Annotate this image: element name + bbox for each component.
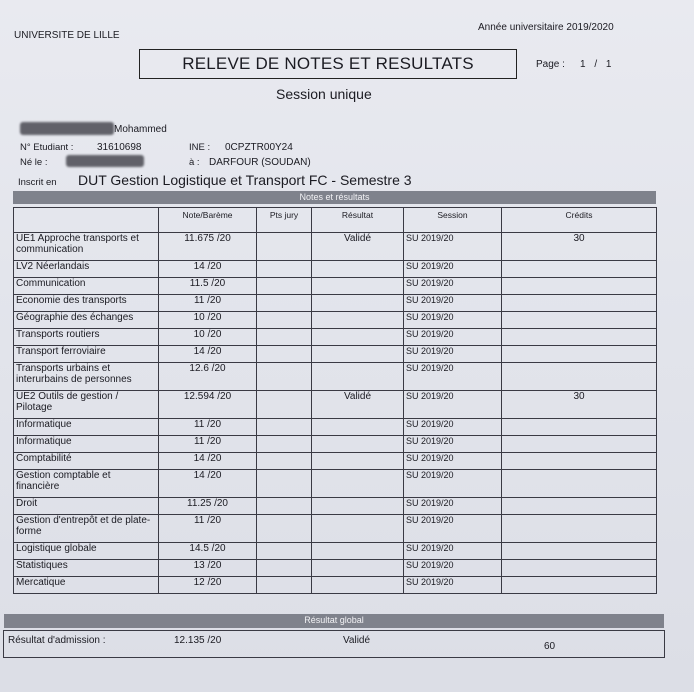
table-row: [14, 470, 657, 498]
col-header-note: Note/Barème: [159, 208, 257, 233]
jury-points: [257, 391, 312, 419]
course-name: UE1 Approche transports et communication: [14, 233, 159, 261]
course-name: Informatique: [14, 419, 159, 436]
university-name: UNIVERSITE DE LILLE: [14, 30, 120, 41]
note-value: 10 /20: [159, 312, 257, 329]
table-row: [14, 233, 657, 261]
credits-value: [502, 560, 657, 577]
result-value: Validé: [312, 391, 404, 419]
note-value: 14 /20: [159, 470, 257, 498]
admission-label: Résultat d'admission :: [8, 635, 106, 646]
jury-points: [257, 470, 312, 498]
course-name: Economie des transports: [14, 295, 159, 312]
jury-points: [257, 419, 312, 436]
jury-points: [257, 329, 312, 346]
table-row: [14, 515, 657, 543]
result-value: [312, 543, 404, 560]
result-value: [312, 560, 404, 577]
note-value: 13 /20: [159, 560, 257, 577]
session-value: SU 2019/20: [404, 295, 502, 312]
jury-points: [257, 560, 312, 577]
jury-points: [257, 577, 312, 594]
course-name: UE2 Outils de gestion / Pilotage: [14, 391, 159, 419]
table-row: [14, 391, 657, 419]
session-value: SU 2019/20: [404, 560, 502, 577]
table-row: [14, 346, 657, 363]
student-id-label: N° Etudiant :: [20, 142, 74, 153]
redacted-birth-date: [66, 155, 144, 167]
redacted-surname: [20, 122, 114, 135]
jury-points: [257, 261, 312, 278]
result-value: [312, 515, 404, 543]
session-value: SU 2019/20: [404, 346, 502, 363]
credits-value: [502, 312, 657, 329]
result-value: [312, 278, 404, 295]
note-value: 14 /20: [159, 453, 257, 470]
jury-points: [257, 346, 312, 363]
result-value: [312, 295, 404, 312]
note-value: 12 /20: [159, 577, 257, 594]
credits-value: [502, 295, 657, 312]
table-row: [14, 363, 657, 391]
student-id-value: 31610698: [97, 142, 142, 153]
session-value: SU 2019/20: [404, 312, 502, 329]
note-value: 11 /20: [159, 419, 257, 436]
credits-value: [502, 363, 657, 391]
result-value: [312, 498, 404, 515]
session-title: Session unique: [276, 86, 372, 102]
course-name: Communication: [14, 278, 159, 295]
course-name: Transports urbains et interurbains de personnes: [14, 363, 159, 391]
jury-points: [257, 543, 312, 560]
admission-note: 12.135 /20: [174, 635, 222, 646]
result-value: [312, 312, 404, 329]
result-value: [312, 346, 404, 363]
jury-points: [257, 233, 312, 261]
credits-value: [502, 453, 657, 470]
credits-value: [502, 577, 657, 594]
result-value: [312, 577, 404, 594]
result-value: [312, 436, 404, 453]
jury-points: [257, 453, 312, 470]
col-header-result: Résultat: [312, 208, 404, 233]
course-name: Statistiques: [14, 560, 159, 577]
grades-table: [13, 207, 657, 594]
credits-value: [502, 329, 657, 346]
session-value: SU 2019/20: [404, 577, 502, 594]
result-value: [312, 329, 404, 346]
notes-section-label: Notes et résultats: [299, 192, 370, 202]
col-header-course: [14, 208, 159, 233]
table-row: [14, 560, 657, 577]
jury-points: [257, 278, 312, 295]
table-row: [14, 436, 657, 453]
course-name: Transports routiers: [14, 329, 159, 346]
notes-section-band: [13, 191, 656, 204]
table-row: [14, 261, 657, 278]
birth-date-label: Né le :: [20, 157, 48, 168]
birth-place-value: DARFOUR (SOUDAN): [209, 157, 311, 168]
table-row: [14, 577, 657, 594]
global-section-band: [4, 614, 664, 628]
credits-value: 30: [502, 391, 657, 419]
session-value: SU 2019/20: [404, 453, 502, 470]
credits-value: [502, 470, 657, 498]
credits-value: [502, 419, 657, 436]
note-value: 11 /20: [159, 515, 257, 543]
session-value: SU 2019/20: [404, 329, 502, 346]
credits-value: [502, 498, 657, 515]
note-value: 11 /20: [159, 295, 257, 312]
note-value: 14 /20: [159, 261, 257, 278]
enrolled-label: Inscrit en: [18, 177, 57, 188]
table-row: [14, 295, 657, 312]
session-value: SU 2019/20: [404, 261, 502, 278]
table-row: [14, 453, 657, 470]
note-value: 11.5 /20: [159, 278, 257, 295]
course-name: Gestion d'entrepôt et de plate-forme: [14, 515, 159, 543]
credits-value: 30: [502, 233, 657, 261]
table-row: [14, 329, 657, 346]
student-name: Mohammed: [114, 124, 167, 135]
session-value: SU 2019/20: [404, 498, 502, 515]
credits-value: [502, 346, 657, 363]
result-value: [312, 363, 404, 391]
note-value: 12.594 /20: [159, 391, 257, 419]
session-value: SU 2019/20: [404, 419, 502, 436]
note-value: 11.675 /20: [159, 233, 257, 261]
credits-value: [502, 261, 657, 278]
note-value: 11.25 /20: [159, 498, 257, 515]
course-name: LV2 Néerlandais: [14, 261, 159, 278]
session-value: SU 2019/20: [404, 363, 502, 391]
result-value: [312, 419, 404, 436]
document-title: [139, 49, 517, 79]
note-value: 14 /20: [159, 346, 257, 363]
col-header-credits: Crédits: [502, 208, 657, 233]
note-value: 10 /20: [159, 329, 257, 346]
session-value: SU 2019/20: [404, 391, 502, 419]
credits-value: [502, 278, 657, 295]
result-value: Validé: [312, 233, 404, 261]
session-value: SU 2019/20: [404, 515, 502, 543]
course-name: Comptabilité: [14, 453, 159, 470]
course-name: Droit: [14, 498, 159, 515]
credits-value: [502, 436, 657, 453]
course-name: Informatique: [14, 436, 159, 453]
course-name: Transport ferroviaire: [14, 346, 159, 363]
program-name: DUT Gestion Logistique et Transport FC - Semestre 3: [78, 172, 412, 188]
jury-points: [257, 363, 312, 391]
admission-credits: 60: [544, 641, 556, 652]
admission-result: Validé: [343, 635, 371, 646]
course-name: Mercatique: [14, 577, 159, 594]
ine-label: INE :: [189, 142, 211, 153]
academic-year: Année universitaire 2019/2020: [478, 22, 614, 33]
jury-points: [257, 515, 312, 543]
session-value: SU 2019/20: [404, 233, 502, 261]
jury-points: [257, 436, 312, 453]
result-value: [312, 261, 404, 278]
col-header-session: Session: [404, 208, 502, 233]
session-value: SU 2019/20: [404, 278, 502, 295]
document-title-text: RELEVE DE NOTES ET RESULTATS: [182, 54, 474, 73]
global-section-label: Résultat global: [304, 615, 364, 625]
note-value: 14.5 /20: [159, 543, 257, 560]
jury-points: [257, 498, 312, 515]
note-value: 12.6 /20: [159, 363, 257, 391]
table-row: [14, 278, 657, 295]
result-value: [312, 453, 404, 470]
col-header-jury: Pts jury: [257, 208, 312, 233]
table-row: [14, 312, 657, 329]
course-name: Gestion comptable et financière: [14, 470, 159, 498]
credits-value: [502, 543, 657, 560]
page-number: 1 / 1: [580, 59, 612, 70]
table-row: [14, 498, 657, 515]
table-row: [14, 543, 657, 560]
admission-result-box: [3, 630, 665, 658]
table-row: [14, 419, 657, 436]
jury-points: [257, 295, 312, 312]
birth-place-label: à :: [189, 157, 200, 168]
table-header-row: [14, 208, 657, 233]
note-value: 11 /20: [159, 436, 257, 453]
result-value: [312, 470, 404, 498]
session-value: SU 2019/20: [404, 470, 502, 498]
session-value: SU 2019/20: [404, 543, 502, 560]
session-value: SU 2019/20: [404, 436, 502, 453]
course-name: Géographie des échanges: [14, 312, 159, 329]
course-name: Logistique globale: [14, 543, 159, 560]
jury-points: [257, 312, 312, 329]
credits-value: [502, 515, 657, 543]
page-label: Page :: [536, 59, 565, 70]
ine-value: 0CPZTR00Y24: [225, 142, 293, 153]
